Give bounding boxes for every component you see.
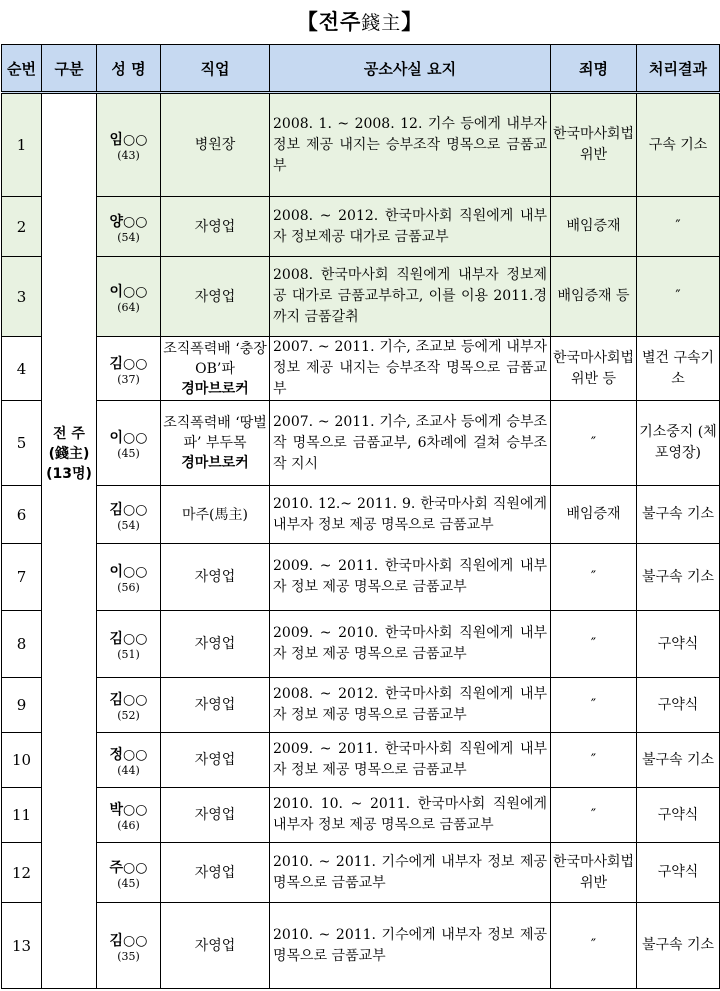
cell-job (161, 733, 270, 788)
table-row (2, 93, 720, 197)
cell-summary: 2008. 1. ~ 2008. 12. 기수 등에게 내부자 정보 제공 내지는 승부조작 명목으로 금품교부 (270, 93, 551, 197)
cell-result: 불구속 기소 (637, 733, 720, 788)
cell-name (97, 401, 161, 486)
table-row (2, 903, 720, 989)
cell-name (97, 93, 161, 197)
cell-no: 3 (2, 257, 42, 337)
cell-category (42, 93, 97, 989)
table-row (2, 401, 720, 486)
cell-crime: ″ (551, 733, 637, 788)
cell-result: ″ (637, 257, 720, 337)
person-age: (37) (117, 372, 140, 386)
job-text: 자영업 (194, 864, 236, 881)
cell-crime: 배임증재 (551, 197, 637, 257)
cell-job (161, 903, 270, 989)
cell-job (161, 401, 270, 486)
person-age: (45) (117, 447, 140, 460)
person-name: 김○○ (109, 692, 148, 708)
cell-job (161, 843, 270, 903)
person-age: (54) (117, 518, 140, 532)
indictment-table (1, 44, 720, 989)
cell-job (161, 486, 270, 544)
cell-result: 불구속 기소 (637, 486, 720, 544)
cell-job (161, 337, 270, 401)
cell-job (161, 678, 270, 733)
table-header-row (2, 45, 720, 93)
cell-result: ″ (637, 197, 720, 257)
job-text: 병원장 (194, 137, 236, 153)
person-name: 이○○ (109, 283, 148, 300)
cell-result: 기소중지 (체포영장) (637, 401, 720, 486)
cell-no: 7 (2, 544, 42, 611)
person-age: (45) (117, 876, 140, 890)
page-title: 【전주錢主】 (296, 10, 424, 34)
person-name: 김○○ (109, 932, 148, 949)
cell-no: 4 (2, 337, 42, 401)
category-label: 전 주 (53, 426, 85, 442)
header-category: 구분 (42, 45, 97, 93)
cell-summary: 2009. ~ 2011. 한국마사회 직원에게 내부자 정보 제공 명목으로 금품교부 (270, 733, 551, 788)
table-row (2, 257, 720, 337)
cell-name (97, 611, 161, 678)
table-row (2, 486, 720, 544)
cell-crime: ″ (551, 903, 637, 989)
table-row (2, 843, 720, 903)
person-name: 이○○ (109, 564, 148, 580)
person-age: (56) (117, 581, 140, 594)
person-name: 김○○ (109, 501, 148, 518)
cell-crime: 한국마사회법위반 (551, 843, 637, 903)
job-text: 조직폭력배 ‘땅벌파’ 부두목 (163, 415, 267, 451)
cell-no: 9 (2, 678, 42, 733)
cell-summary: 2010. 12.~ 2011. 9. 한국마사회 직원에게 내부자 정보 제공 명목으로 금품교부 (270, 486, 551, 544)
cell-crime: ″ (551, 788, 637, 843)
cell-name (97, 486, 161, 544)
cell-crime: 배임증재 등 (551, 257, 637, 337)
cell-job (161, 257, 270, 337)
header-no: 순번 (2, 45, 42, 93)
cell-result: 불구속 기소 (637, 544, 720, 611)
cell-name (97, 678, 161, 733)
cell-name (97, 788, 161, 843)
job-text: 조직폭력배 ‘충장OB’파 (163, 340, 267, 377)
person-age: (64) (117, 300, 140, 314)
cell-job (161, 611, 270, 678)
cell-result: 구약식 (637, 611, 720, 678)
cell-result: 불구속 기소 (637, 903, 720, 989)
job-text: 자영업 (194, 288, 236, 305)
cell-no: 6 (2, 486, 42, 544)
cell-summary: 2008. ~ 2012. 한국마사회 직원에게 내부자 정보 제공 명목으로 금품교부 (270, 678, 551, 733)
person-name: 박○○ (109, 802, 148, 818)
cell-name (97, 337, 161, 401)
cell-job (161, 197, 270, 257)
person-age: (43) (117, 149, 140, 162)
cell-no: 11 (2, 788, 42, 843)
cell-summary: 2008. ~ 2012. 한국마사회 직원에게 내부자 정보제공 대가로 금품교부 (270, 197, 551, 257)
job-text: 자영업 (194, 937, 236, 954)
header-result: 처리결과 (637, 45, 720, 93)
person-age: (46) (117, 819, 140, 832)
job-text: 마주(馬主) (182, 506, 248, 523)
table-row (2, 611, 720, 678)
person-age: (54) (117, 230, 140, 244)
cell-no: 10 (2, 733, 42, 788)
person-name: 이○○ (109, 430, 148, 446)
cell-name (97, 544, 161, 611)
cell-no: 2 (2, 197, 42, 257)
cell-result: 별건 구속기소 (637, 337, 720, 401)
cell-summary: 2007. ~ 2011. 기수, 조교사 등에게 승부조작 명목으로 금품교부, 6차례에 걸쳐 승부조작 지시 (270, 401, 551, 486)
cell-name (97, 843, 161, 903)
job-text: 자영업 (194, 807, 236, 823)
cell-summary: 2007. ~ 2011. 기수, 조교보 등에게 내부자 정보 제공 내지는 승부조작 명목으로 금품교부 (270, 337, 551, 401)
cell-summary: 2010. ~ 2011. 기수에게 내부자 정보 제공 명목으로 금품교부 (270, 843, 551, 903)
cell-no: 5 (2, 401, 42, 486)
cell-summary: 2009. ~ 2010. 한국마사회 직원에게 내부자 정보 제공 명목으로 금품교부 (270, 611, 551, 678)
person-name: 양○○ (109, 213, 148, 230)
job-text: 자영업 (194, 569, 236, 585)
cell-name (97, 903, 161, 989)
person-name: 김○○ (109, 355, 148, 372)
person-name: 임○○ (109, 132, 148, 148)
person-name: 정○○ (109, 747, 148, 763)
cell-result: 구약식 (637, 788, 720, 843)
header-name: 성 명 (97, 45, 161, 93)
cell-name (97, 197, 161, 257)
cell-name (97, 733, 161, 788)
cell-crime: 한국마사회법위반 (551, 93, 637, 197)
cell-crime: ″ (551, 544, 637, 611)
cell-crime: 배임증재 (551, 486, 637, 544)
job-text: 자영업 (194, 697, 236, 713)
category-hanja: (錢主) (48, 446, 90, 462)
cell-summary: 2009. ~ 2011. 한국마사회 직원에게 내부자 정보 제공 명목으로 금품교부 (270, 544, 551, 611)
cell-crime: 한국마사회법위반 등 (551, 337, 637, 401)
cell-summary: 2010. 10. ~ 2011. 한국마사회 직원에게 내부자 정보 제공 명목으로 금품교부 (270, 788, 551, 843)
cell-summary: 2008. 한국마사회 직원에게 내부자 정보제공 대가로 금품교부하고, 이를 이용 2011.경까지 금품갈취 (270, 257, 551, 337)
cell-summary: 2010. ~ 2011. 기수에게 내부자 정보 제공 명목으로 금품교부 (270, 903, 551, 989)
cell-no: 13 (2, 903, 42, 989)
cell-job (161, 93, 270, 197)
header-job: 직업 (161, 45, 270, 93)
cell-result: 구속 기소 (637, 93, 720, 197)
cell-result: 구약식 (637, 843, 720, 903)
cell-name (97, 257, 161, 337)
person-name: 김○○ (109, 631, 148, 647)
table-row (2, 544, 720, 611)
table-row (2, 733, 720, 788)
broker-label: 경마브로커 (181, 380, 249, 397)
person-age: (44) (117, 764, 140, 777)
job-text: 자영업 (194, 636, 236, 652)
person-age: (35) (117, 949, 140, 963)
cell-job (161, 788, 270, 843)
cell-no: 1 (2, 93, 42, 197)
person-age: (52) (117, 709, 140, 722)
table-row (2, 197, 720, 257)
person-name: 주○○ (109, 859, 148, 876)
cell-crime: ″ (551, 611, 637, 678)
table-row (2, 788, 720, 843)
cell-crime: ″ (551, 401, 637, 486)
broker-label: 경마브로커 (181, 455, 249, 471)
cell-no: 8 (2, 611, 42, 678)
cell-result: 구약식 (637, 678, 720, 733)
cell-no: 12 (2, 843, 42, 903)
cell-job (161, 544, 270, 611)
cell-crime: ″ (551, 678, 637, 733)
header-summary: 공소사실 요지 (270, 45, 551, 93)
category-count: (13명) (46, 466, 92, 482)
person-age: (51) (117, 648, 140, 661)
job-text: 자영업 (194, 752, 236, 768)
table-row (2, 678, 720, 733)
table-row (2, 337, 720, 401)
header-crime: 죄명 (551, 45, 637, 93)
job-text: 자영업 (194, 218, 236, 235)
